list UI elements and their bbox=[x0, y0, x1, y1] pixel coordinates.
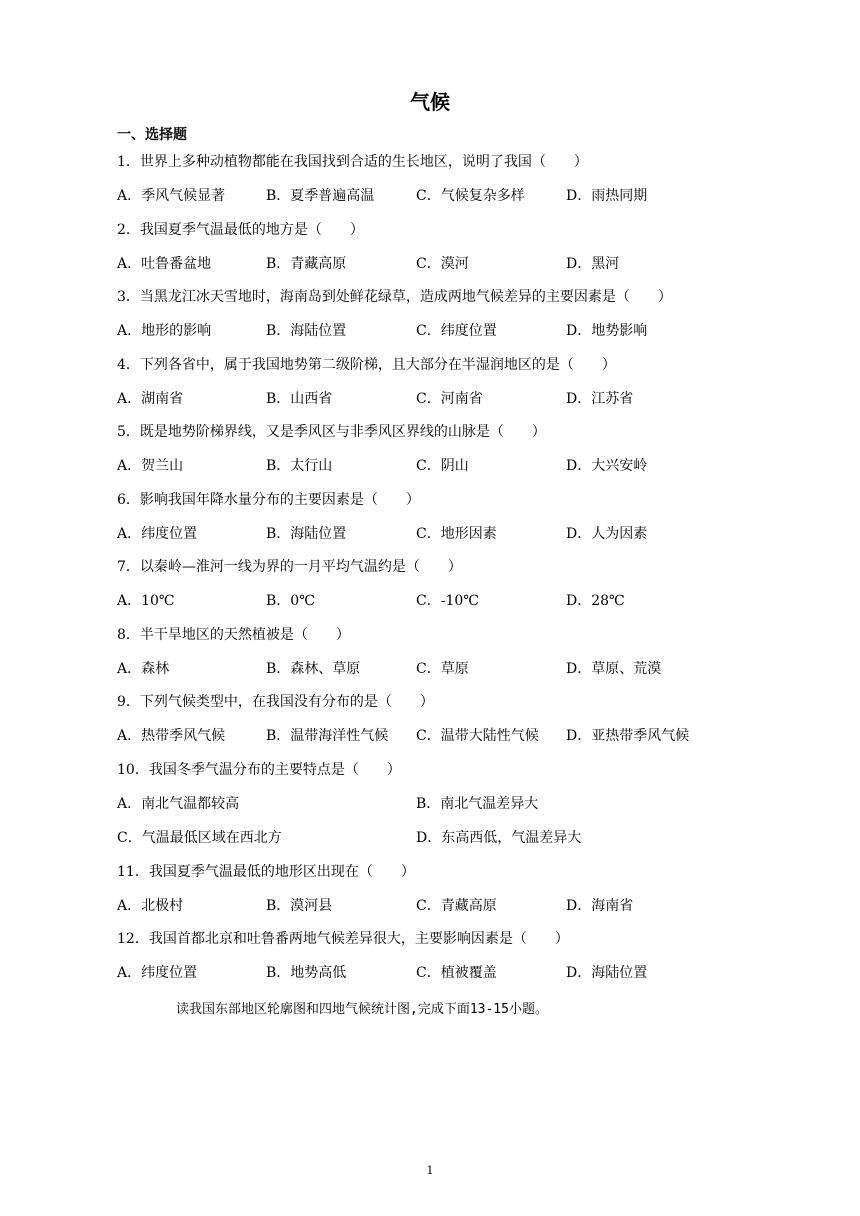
option-b: B．山西省 bbox=[266, 391, 333, 407]
question-stem: 4．下列各省中，属于我国地势第二级阶梯，且大部分在半湿润地区的是（ ） bbox=[117, 357, 616, 373]
option-b: B．海陆位置 bbox=[266, 526, 347, 542]
option-c: C．气温最低区域在西北方 bbox=[117, 830, 282, 846]
section-heading: 一、选择题 bbox=[117, 127, 187, 143]
option-c: C．纬度位置 bbox=[416, 323, 497, 339]
question-stem: 2．我国夏季气温最低的地方是（ ） bbox=[117, 222, 364, 238]
question-stem: 1．世界上多种动植物都能在我国找到合适的生长地区，说明了我国（ ） bbox=[117, 154, 588, 170]
option-d: D．地势影响 bbox=[566, 323, 648, 339]
option-c: C．河南省 bbox=[416, 391, 483, 407]
option-a: A．热带季风气候 bbox=[117, 728, 226, 744]
question-stem: 12．我国首都北京和吐鲁番两地气候差异很大，主要影响因素是（ ） bbox=[117, 931, 569, 947]
question-stem: 3．当黑龙江冰天雪地时，海南岛到处鲜花绿草，造成两地气候差异的主要因素是（ ） bbox=[117, 289, 672, 305]
option-a: A．森林 bbox=[117, 661, 170, 677]
option-a: A．季风气候显著 bbox=[117, 188, 226, 204]
option-c: C．植被覆盖 bbox=[416, 965, 497, 981]
option-b: B．青藏高原 bbox=[266, 256, 347, 272]
option-a: A．纬度位置 bbox=[117, 965, 198, 981]
option-d: D．人为因素 bbox=[566, 526, 648, 542]
option-d: D．海南省 bbox=[566, 898, 634, 914]
option-b: B．漠河县 bbox=[266, 898, 333, 914]
option-d: D．黑河 bbox=[566, 256, 620, 272]
option-b: B．太行山 bbox=[266, 458, 333, 474]
option-a: A．纬度位置 bbox=[117, 526, 198, 542]
option-d: D．江苏省 bbox=[566, 391, 634, 407]
option-b: B．森林、草原 bbox=[266, 661, 361, 677]
option-c: C．漠河 bbox=[416, 256, 469, 272]
option-c: C．草原 bbox=[416, 661, 469, 677]
option-b: B．南北气温差异大 bbox=[416, 796, 539, 812]
option-b: B．海陆位置 bbox=[266, 323, 347, 339]
page-title: 气候 bbox=[410, 90, 450, 114]
option-d: D．东高西低，气温差异大 bbox=[416, 830, 582, 846]
option-b: B．地势高低 bbox=[266, 965, 347, 981]
question-stem: 5．既是地势阶梯界线，又是季风区与非季风区界线的山脉是（ ） bbox=[117, 424, 546, 440]
option-c: C．温带大陆性气候 bbox=[416, 728, 539, 744]
question-stem: 10．我国冬季气温分布的主要特点是（ ） bbox=[117, 762, 401, 778]
option-d: D．大兴安岭 bbox=[566, 458, 648, 474]
question-stem: 9．下列气候类型中，在我国没有分布的是（ ） bbox=[117, 694, 434, 710]
option-b: B．夏季普遍高温 bbox=[266, 188, 375, 204]
option-b: B．0℃ bbox=[266, 593, 315, 609]
option-d: D．草原、荒漠 bbox=[566, 661, 662, 677]
option-a: A．地形的影响 bbox=[117, 323, 212, 339]
option-a: A．贺兰山 bbox=[117, 458, 184, 474]
option-c: C．-10℃ bbox=[416, 593, 479, 609]
option-c: C．地形因素 bbox=[416, 526, 497, 542]
option-a: A．湖南省 bbox=[117, 391, 184, 407]
option-a: A．南北气温都较高 bbox=[117, 796, 240, 812]
option-d: D．雨热同期 bbox=[566, 188, 648, 204]
option-d: D．海陆位置 bbox=[566, 965, 648, 981]
option-c: C．气候复杂多样 bbox=[416, 188, 525, 204]
option-c: C．青藏高原 bbox=[416, 898, 497, 914]
option-b: B．温带海洋性气候 bbox=[266, 728, 389, 744]
option-c: C．阴山 bbox=[416, 458, 469, 474]
question-stem: 6．影响我国年降水量分布的主要因素是（ ） bbox=[117, 492, 420, 508]
option-a: A．10℃ bbox=[117, 593, 175, 609]
reading-instruction: 读我国东部地区轮廓图和四地气候统计图,完成下面13-15小题。 bbox=[176, 1002, 548, 1017]
page-number: 1 bbox=[426, 1164, 434, 1177]
option-d: D．28℃ bbox=[566, 593, 625, 609]
question-stem: 8．半干旱地区的天然植被是（ ） bbox=[117, 627, 350, 643]
option-d: D．亚热带季风气候 bbox=[566, 728, 690, 744]
option-a: A．吐鲁番盆地 bbox=[117, 256, 212, 272]
question-stem: 7．以秦岭—淮河一线为界的一月平均气温约是（ ） bbox=[117, 559, 462, 575]
question-stem: 11．我国夏季气温最低的地形区出现在（ ） bbox=[117, 864, 415, 880]
option-a: A．北极村 bbox=[117, 898, 184, 914]
